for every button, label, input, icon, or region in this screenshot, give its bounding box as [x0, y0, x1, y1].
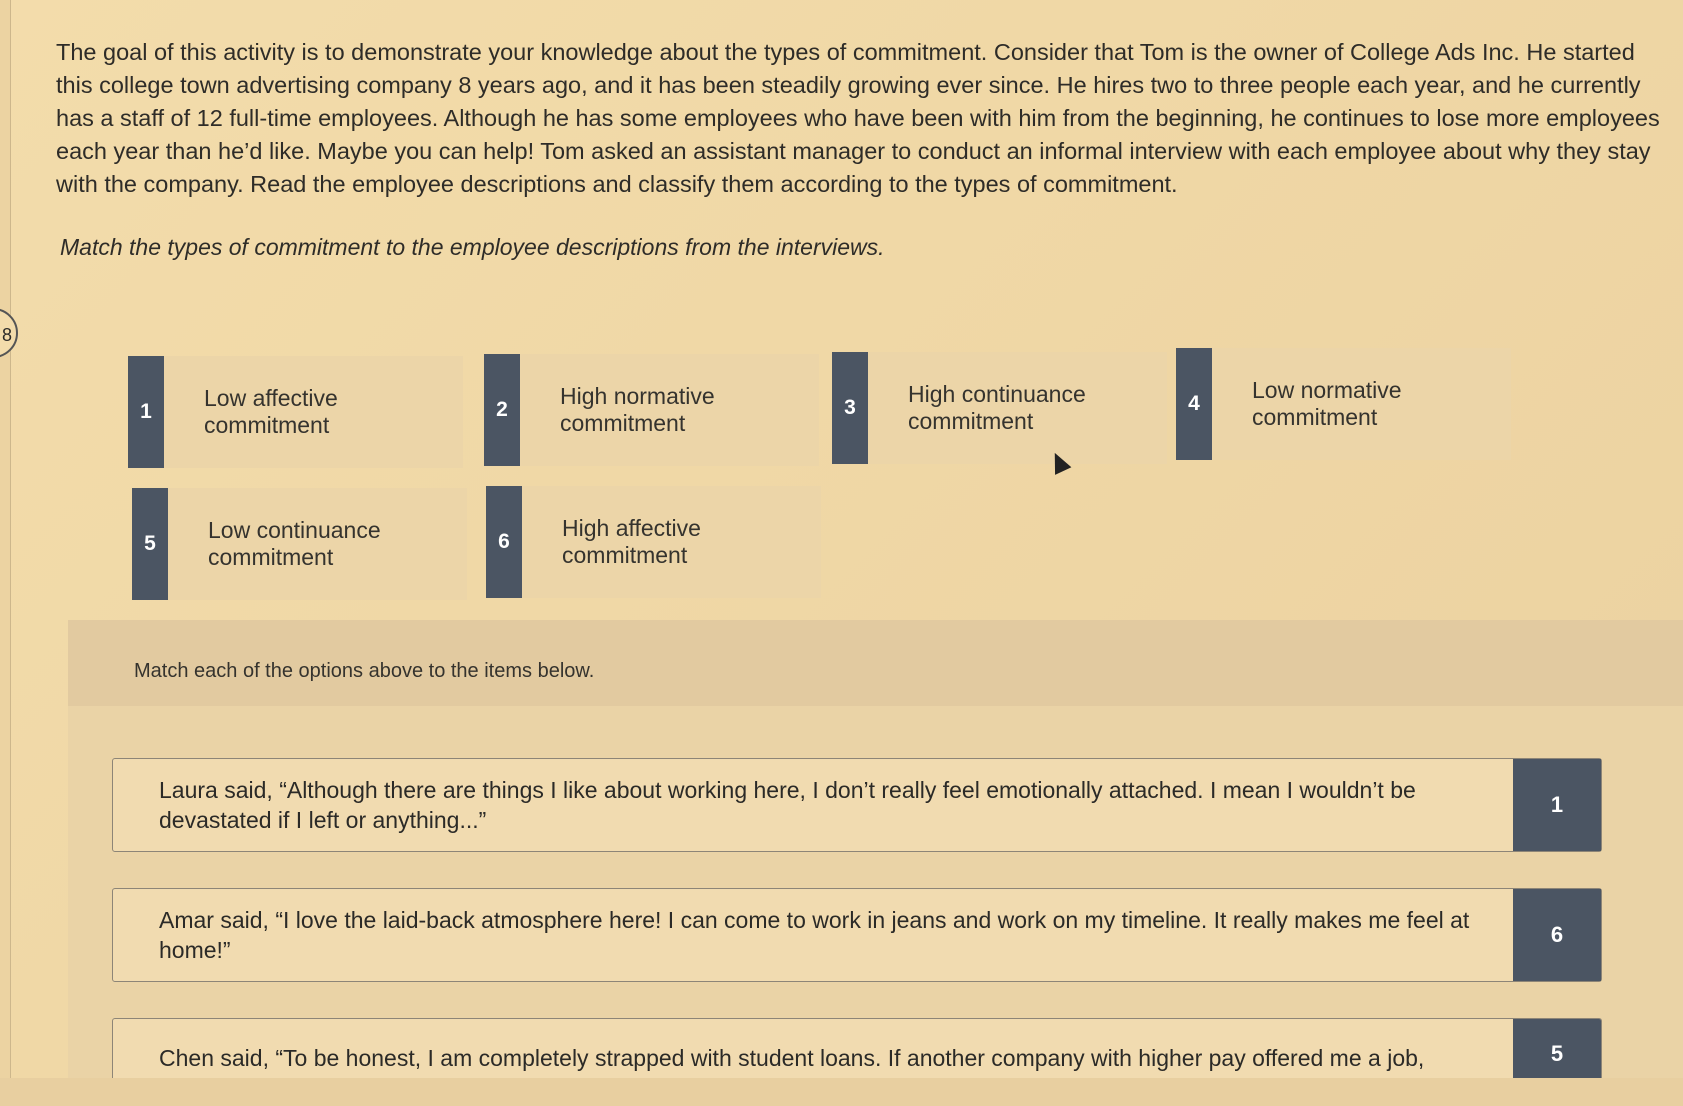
intro-paragraph: The goal of this activity is to demonstrate your knowledge about the types of commitment. Consider that Tom is the owner of College Ads Inc. He started this college town advertising company 8 years ago, and it has been steadily growing ever since. He hires two to three people each year, and he currently has a staff of 12 full-time employees. Although he has some employees who have been with him from the beginning, he continues to lose more employees each year than he’d like. Maybe you can help! Tom asked an assistant manager to conduct an informal interview with each employee about why they stay with the company. Read the employee descriptions and classify them according to the types of commitment. — [56, 39, 1660, 197]
option-6[interactable] — [486, 486, 821, 598]
option-5[interactable] — [132, 488, 467, 600]
instruction-text: Match the types of commitment to the employee descriptions from the interviews. — [60, 234, 885, 260]
option-number: 3 — [832, 352, 868, 464]
option-3[interactable] — [832, 352, 1167, 464]
option-label: High continuance commitment — [908, 381, 1086, 434]
answer-slot[interactable]: 6 — [1513, 889, 1601, 981]
item-text: Chen said, “To be honest, I am completely strapped with student loans. If another company with higher pay offered me a job, — [159, 1045, 1425, 1071]
option-number: 2 — [484, 354, 520, 466]
match-item-2[interactable] — [112, 888, 1602, 982]
option-number: 1 — [128, 356, 164, 468]
item-text: Amar said, “I love the laid-back atmosphere here! I can come to work in jeans and work on my timeline. It really makes me feel at home!” — [159, 907, 1470, 963]
option-2[interactable] — [484, 354, 819, 466]
item-text: Laura said, “Although there are things I like about working here, I don’t really feel emotionally attached. I mean I wouldn’t be devastated if I left or anything...” — [159, 777, 1416, 833]
answer-slot[interactable]: 1 — [1513, 759, 1601, 851]
option-label: High affective commitment — [562, 515, 701, 568]
option-number: 6 — [486, 486, 522, 598]
option-label: Low continuance commitment — [208, 517, 381, 570]
match-header — [68, 620, 1683, 706]
option-label: High normative commitment — [560, 383, 715, 436]
side-tab[interactable]: 8 — [0, 308, 18, 358]
option-label: Low affective commitment — [204, 385, 338, 438]
option-4[interactable] — [1176, 348, 1511, 460]
option-1[interactable] — [128, 356, 463, 468]
answer-slot[interactable]: 5 — [1513, 1019, 1601, 1089]
match-item-1[interactable] — [112, 758, 1602, 852]
option-number: 4 — [1176, 348, 1212, 460]
option-number: 5 — [132, 488, 168, 600]
match-header-text: Match each of the options above to the items below. — [134, 660, 595, 682]
left-panel-edge — [0, 0, 11, 1106]
match-panel — [68, 620, 1683, 1080]
bottom-edge — [0, 1078, 1683, 1106]
option-label: Low normative commitment — [1252, 377, 1402, 430]
